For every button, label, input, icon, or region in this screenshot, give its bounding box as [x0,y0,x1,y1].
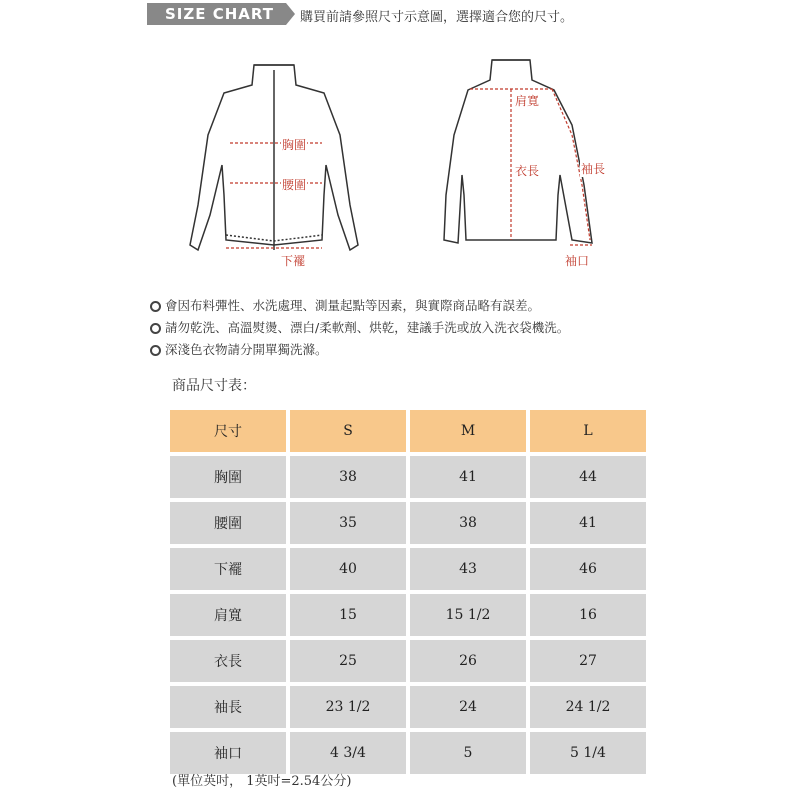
care-notes [150,295,569,361]
header-cell: S [290,410,406,452]
table-row [170,640,646,682]
size-chart-badge-text: SIZE CHART [165,5,275,23]
bullet-icon [150,323,161,334]
table-row [170,502,646,544]
note-text: 會因布料彈性、水洗處理、測量起點等因素，與實際商品略有誤差。 [165,298,541,313]
back-jacket [444,60,592,243]
header-cell: 尺寸 [170,410,286,452]
size-chart-badge [147,3,286,25]
bullet-icon [150,345,161,356]
note-text: 請勿乾洗、高溫熨燙、漂白/柔軟劑、烘乾，建議手洗或放入洗衣袋機洗。 [165,320,570,335]
table-cell: 23 1/2 [290,686,406,728]
table-cell: 41 [530,502,646,544]
hem-label: 下襬 [281,254,306,268]
note-item [150,339,569,361]
header-cell: L [530,410,646,452]
shoulder-label: 肩寬 [515,94,540,108]
table-row [170,732,646,774]
jacket-diagram [0,45,800,275]
table-cell: 41 [410,456,526,498]
header-note: 購買前請參照尺寸示意圖，選擇適合您的尺寸。 [300,10,574,25]
row-label: 肩寬 [170,594,286,636]
table-row [170,456,646,498]
table-title: 商品尺寸表： [172,378,256,394]
table-cell: 43 [410,548,526,590]
row-label: 袖長 [170,686,286,728]
row-label: 衣長 [170,640,286,682]
table-cell: 35 [290,502,406,544]
row-label: 胸圍 [170,456,286,498]
table-cell: 44 [530,456,646,498]
table-cell: 15 [290,594,406,636]
length-label: 衣長 [515,164,540,178]
table-cell: 24 [410,686,526,728]
cuff-label: 袖口 [565,254,590,268]
table-cell: 46 [530,548,646,590]
table-cell: 26 [410,640,526,682]
unit-note: (單位英吋， 1英吋=2.54公分) [172,774,352,789]
table-cell: 24 1/2 [530,686,646,728]
table-row [170,548,646,590]
row-label: 下襬 [170,548,286,590]
row-label: 腰圍 [170,502,286,544]
table-cell: 4 3/4 [290,732,406,774]
badge-notch [286,3,295,25]
table-row [170,686,646,728]
chest-label: 胸圍 [282,138,307,152]
table-cell: 40 [290,548,406,590]
table-cell: 5 1/4 [530,732,646,774]
note-item [150,295,569,317]
note-text: 深淺色衣物請分開單獨洗滌。 [165,342,328,357]
table-cell: 5 [410,732,526,774]
note-item [150,317,569,339]
table-cell: 16 [530,594,646,636]
table-cell: 38 [290,456,406,498]
header-cell: M [410,410,526,452]
table-row [170,594,646,636]
sleeve-label: 袖長 [581,162,606,176]
front-jacket [190,65,358,250]
table-cell: 27 [530,640,646,682]
row-label: 袖口 [170,732,286,774]
table-header-row [170,410,646,452]
table-cell: 15 1/2 [410,594,526,636]
table-cell: 25 [290,640,406,682]
bullet-icon [150,301,161,312]
table-cell: 38 [410,502,526,544]
waist-label: 腰圍 [282,178,307,192]
size-table [166,406,650,778]
